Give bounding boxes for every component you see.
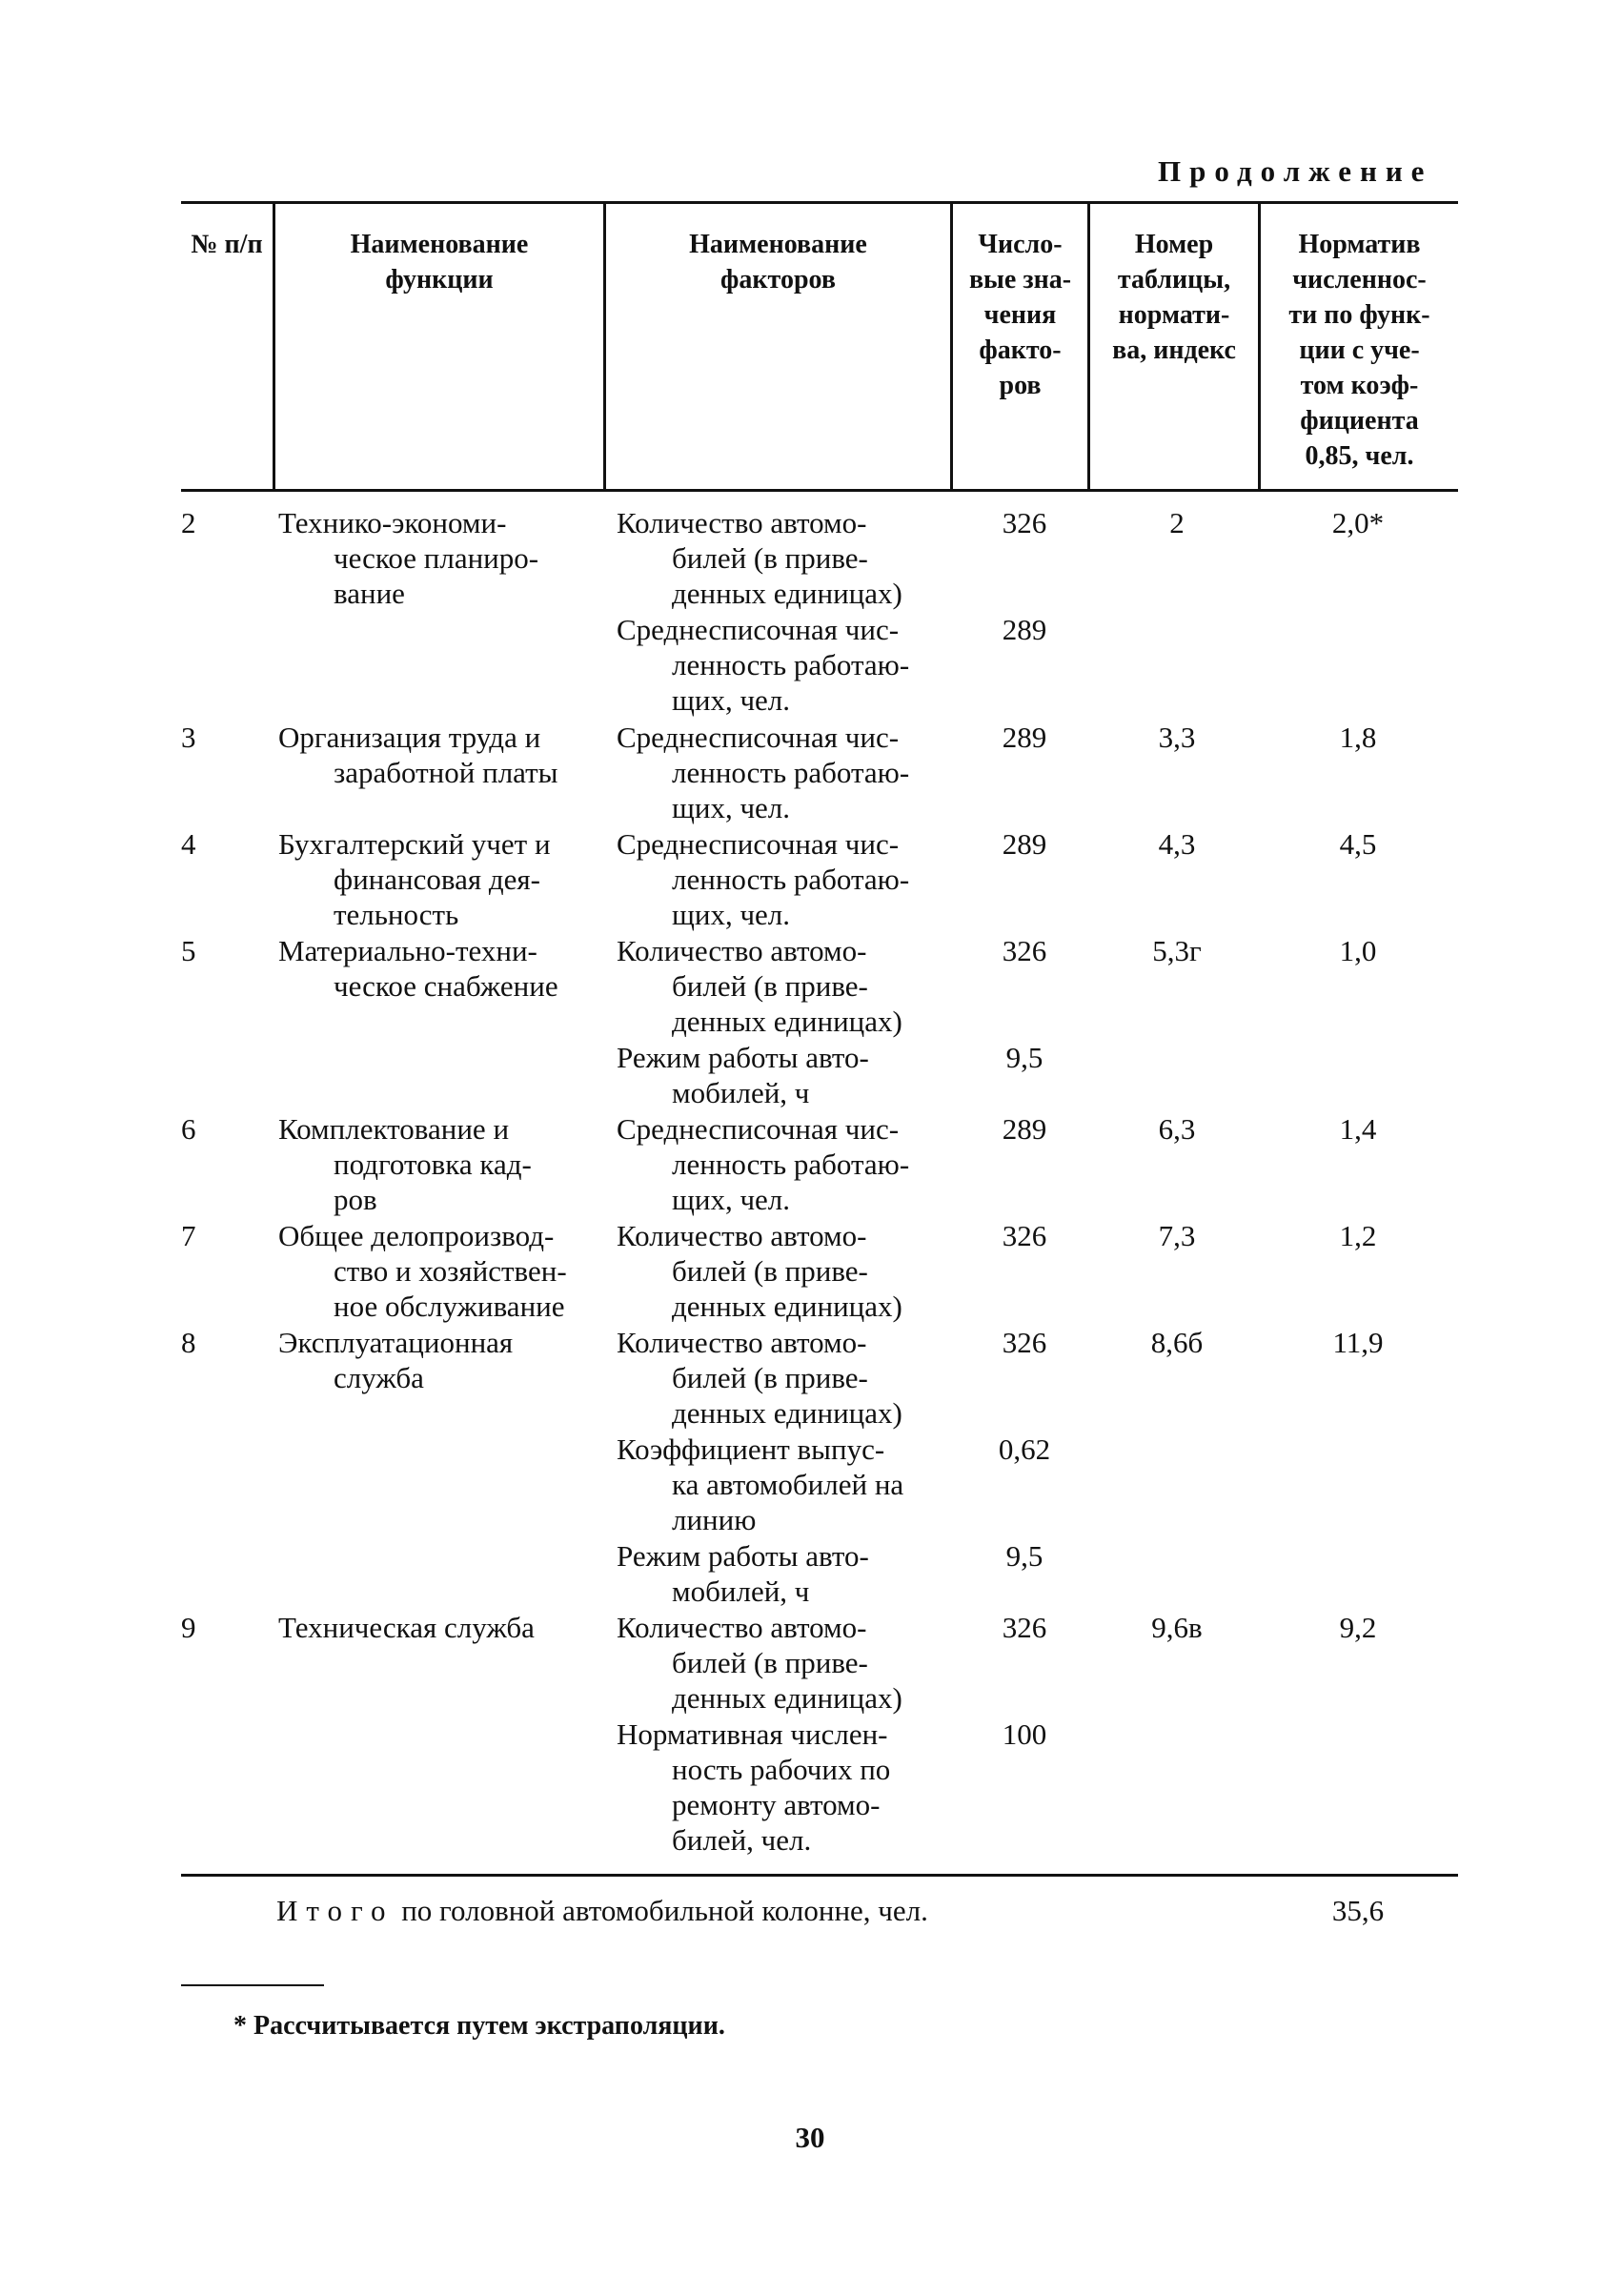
row-factor: Количество автомо- билей (в приве- денных единицах): [617, 934, 902, 1038]
row-num: 5: [181, 934, 196, 967]
row-norm: 1,8: [1339, 721, 1377, 754]
row-factor: Количество автомо- билей (в приве- денных единицах): [617, 1219, 902, 1323]
row-factor-value: 100: [1002, 1717, 1047, 1751]
row-factor-value: 326: [1002, 1326, 1047, 1359]
row-norm: 1,2: [1339, 1219, 1377, 1252]
header-num: № п/п: [191, 230, 263, 259]
row-norm: 1,0: [1339, 934, 1377, 967]
row-factor: Режим работы авто- мобилей, ч: [617, 1539, 869, 1608]
row-num: 2: [181, 506, 196, 539]
table-bottom-rule: [181, 1874, 1458, 1877]
row-table-ref: 8,6б: [1150, 1326, 1204, 1359]
row-factor: Режим работы авто- мобилей, ч: [617, 1041, 869, 1109]
row-function: Общее делопроизвод- ство и хозяйствен- ное обслуживание: [278, 1219, 567, 1323]
total-label: [276, 1894, 928, 1928]
footnote-rule: [181, 1984, 324, 1986]
row-factor-value: 326: [1002, 934, 1047, 967]
page-number: 30: [795, 2121, 825, 2154]
row-norm: 11,9: [1332, 1326, 1384, 1359]
header-function: Наименование функции: [350, 230, 529, 295]
row-num: 3: [181, 721, 196, 754]
total-text: по головной автомобильной колонне, чел.: [401, 1894, 928, 1927]
row-norm: 1,4: [1339, 1112, 1377, 1146]
row-num: 7: [181, 1219, 196, 1252]
row-factor: Среднесписочная чис- ленность работаю- щих, чел.: [617, 1112, 910, 1216]
row-factor-value: 326: [1002, 1611, 1047, 1644]
row-factor-value: 289: [1002, 1112, 1047, 1146]
row-table-ref: 6,3: [1158, 1112, 1196, 1146]
row-num: 6: [181, 1112, 196, 1146]
row-factor-value: 326: [1002, 506, 1047, 539]
header-factors: Наименование факторов: [689, 230, 867, 295]
row-num: 8: [181, 1326, 196, 1359]
row-factor: Коэффициент выпус- ка автомобилей на линию: [617, 1432, 904, 1536]
row-factor-value: 289: [1002, 613, 1047, 646]
continuation-label: Продолжение: [1158, 154, 1433, 188]
row-factor-value: 9,5: [1005, 1041, 1044, 1074]
header-table-ref: Номер таблицы, нормати- ва, индекс: [1112, 230, 1236, 365]
row-factor: Количество автомо- билей (в приве- денных единицах): [617, 1611, 902, 1715]
row-num: 9: [181, 1611, 196, 1644]
header-bottom-rule: [181, 489, 1458, 492]
row-table-ref: 7,3: [1158, 1219, 1196, 1252]
row-factor-value: 0,62: [998, 1432, 1051, 1466]
row-num: 4: [181, 827, 196, 861]
footnote: * Рассчитывается путем экстраполяции.: [233, 2011, 725, 2041]
row-table-ref: 3,3: [1158, 721, 1196, 754]
row-table-ref: 5,3г: [1152, 934, 1202, 967]
row-factor-value: 289: [1002, 721, 1047, 754]
row-factor: Нормативная числен- ность рабочих по ремонту автомо- билей, чел.: [617, 1717, 891, 1857]
row-factor: Количество автомо- билей (в приве- денных единицах): [617, 506, 902, 610]
row-factor: Количество автомо- билей (в приве- денных единицах): [617, 1326, 902, 1430]
row-function: Бухгалтерский учет и финансовая дея- тельность: [278, 827, 551, 931]
row-function: Эксплуатационная служба: [278, 1326, 514, 1394]
row-factor-value: 9,5: [1005, 1539, 1044, 1573]
header-norm: Норматив численнос- ти по функ- ции с уче- том коэф- фициента 0,85, чел.: [1288, 230, 1430, 471]
table-top-rule: [181, 201, 1458, 204]
header-values: Число- вые зна- чения факто- ров: [968, 230, 1072, 400]
row-table-ref: 2: [1169, 506, 1185, 539]
row-factor: Среднесписочная чис- ленность работаю- щих, чел.: [617, 827, 910, 931]
row-factor-value: 289: [1002, 827, 1047, 861]
total-prefix: Итого: [276, 1894, 395, 1927]
total-value: 35,6: [1331, 1894, 1385, 1927]
row-function: Комплектование и подготовка кад- ров: [278, 1112, 532, 1216]
row-factor-value: 326: [1002, 1219, 1047, 1252]
row-factor: Среднесписочная чис- ленность работаю- щих, чел.: [617, 721, 910, 824]
row-function: Организация труда и заработной платы: [278, 721, 558, 789]
row-norm: 2,0*: [1331, 506, 1385, 539]
row-function: Техническая служба: [278, 1611, 535, 1644]
row-factor: Среднесписочная чис- ленность работаю- щих, чел.: [617, 613, 910, 717]
row-function: Материально-техни- ческое снабжение: [278, 934, 558, 1003]
row-table-ref: 4,3: [1158, 827, 1196, 861]
row-table-ref: 9,6в: [1151, 1611, 1203, 1644]
row-function: Технико-экономи- ческое планиро- вание: [278, 506, 539, 610]
row-norm: 4,5: [1339, 827, 1377, 861]
row-norm: 9,2: [1339, 1611, 1377, 1644]
